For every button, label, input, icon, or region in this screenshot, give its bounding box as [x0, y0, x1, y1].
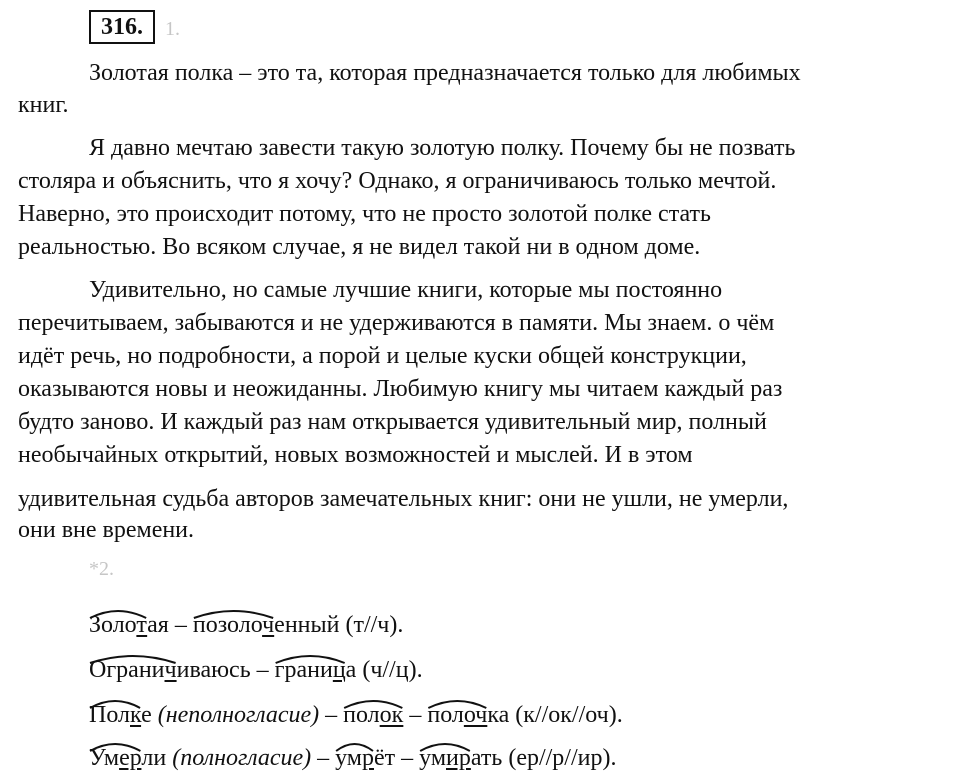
example-line-1: Золотая – позолоченный (т//ч). — [89, 612, 404, 638]
exercise-number-box: 316. — [89, 10, 155, 44]
text-line: идёт речь, но подробности, а порой и целые куски общей конструкции, — [18, 343, 747, 369]
text-line: Золотая полка – это та, которая предназначается только для любимых — [89, 60, 801, 86]
example-word: умр — [335, 745, 374, 771]
example-word: позолоч — [192, 612, 275, 638]
example-line-3: Полке (неполногласие) – полок – полочка (к//ок//оч). — [89, 702, 623, 728]
example-word: Умер — [89, 745, 142, 771]
text-line: оказываются новы и неожиданны. Любимую книгу мы читаем каждый раз — [18, 376, 783, 402]
example-word: Полк — [89, 702, 142, 728]
text-line: книг. — [18, 92, 69, 118]
example-word: Золот — [89, 612, 148, 638]
example-line-4: Умерли (полногласие) – умрёт – умирать (ер//р//ир). — [89, 745, 617, 771]
example-line-2: Ограничиваюсь – граница (ч//ц). — [89, 657, 423, 683]
text-line: Удивительно, но самые лучшие книги, которые мы постоянно — [89, 277, 723, 303]
note-text: (полногласие) — [172, 745, 312, 771]
text-line: Я давно мечтаю завести такую золотую полку. Почему бы не позвать — [89, 135, 796, 161]
example-word: границ — [274, 657, 346, 683]
example-word: полок — [343, 702, 404, 728]
example-word: полоч — [427, 702, 488, 728]
example-word: умир — [419, 745, 471, 771]
text-line: необычайных открытий, новых возможностей и мыслей. И в этом — [18, 442, 693, 468]
note-text: (неполногласие) — [157, 702, 320, 728]
task2-label: *2. — [89, 558, 114, 580]
text-line: столяра и объяснить, что я хочу? Однако, я ограничиваюсь только мечтой. — [18, 168, 777, 194]
text-line: Наверно, это происходит потому, что не просто золотой полке стать — [18, 201, 711, 227]
text-line: реальностью. Во всяком случае, я не видел такой ни в одном доме. — [18, 234, 701, 260]
text-line: они вне времени. — [18, 517, 195, 543]
text-line: будто заново. И каждый раз нам открывается удивительный мир, полный — [18, 409, 767, 435]
text-line: удивительная судьба авторов замечательных книг: они не ушли, не умерли, — [18, 486, 789, 512]
text-line: перечитываем, забываются и не удерживаются в памяти. Мы знаем. о чём — [18, 310, 775, 336]
task1-label: 1. — [165, 18, 180, 40]
example-word: Огранич — [89, 657, 177, 683]
